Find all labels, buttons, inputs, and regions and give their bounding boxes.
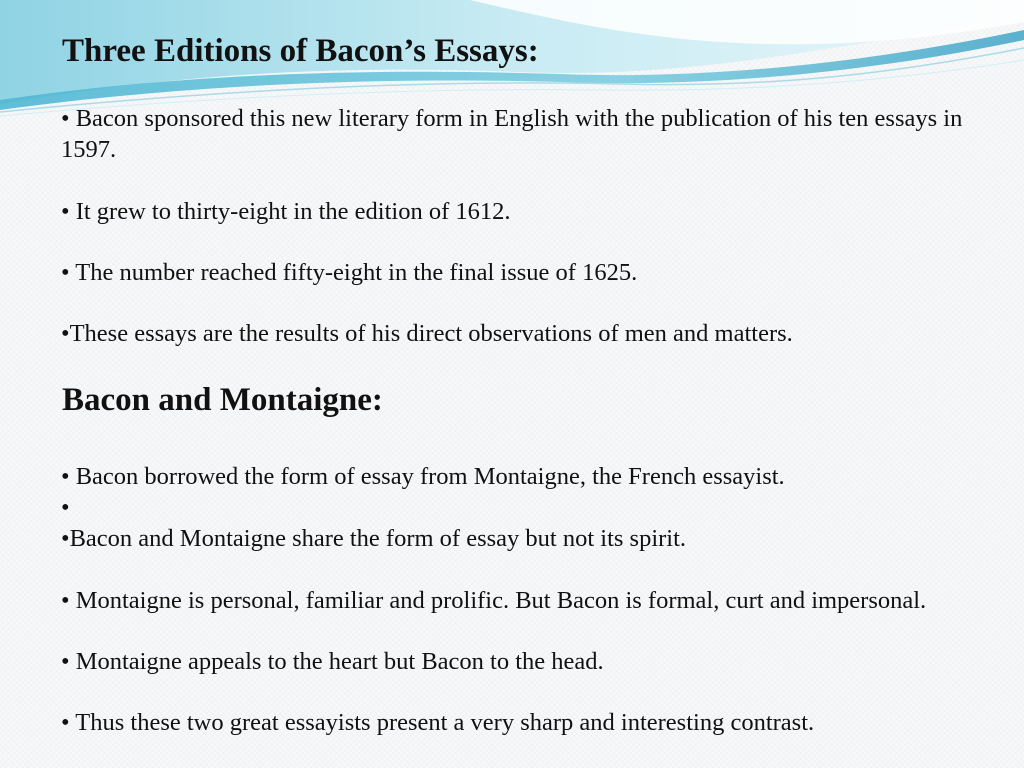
section-heading-montaigne: Bacon and Montaigne: bbox=[62, 382, 383, 418]
bullet-1612: • It grew to thirty-eight in the edition of 1612. bbox=[61, 198, 511, 225]
bullet-observations: •These essays are the results of his direct observations of men and matters. bbox=[61, 320, 793, 347]
bullet-contrast: • Thus these two great essayists present a very sharp and interesting contrast. bbox=[61, 709, 815, 736]
bullet-personal-formal: • Montaigne is personal, familiar and prolific. But Bacon is formal, curt and impersonal. bbox=[61, 587, 927, 614]
bullet-heart-head: • Montaigne appeals to the heart but Bacon to the head. bbox=[61, 648, 604, 675]
bullet-share-form: •Bacon and Montaigne share the form of essay but not its spirit. bbox=[61, 525, 687, 552]
bullet-borrowed: • Bacon borrowed the form of essay from Montaigne, the French essayist. bbox=[61, 463, 785, 490]
bullet-1597: • Bacon sponsored this new literary form in English with the publication of his ten essays in 1597. bbox=[61, 105, 963, 163]
bullet-empty: • bbox=[61, 494, 70, 521]
bullet-1625: • The number reached fifty-eight in the final issue of 1625. bbox=[61, 259, 638, 286]
section-heading-editions: Three Editions of Bacon’s Essays: bbox=[62, 33, 539, 69]
